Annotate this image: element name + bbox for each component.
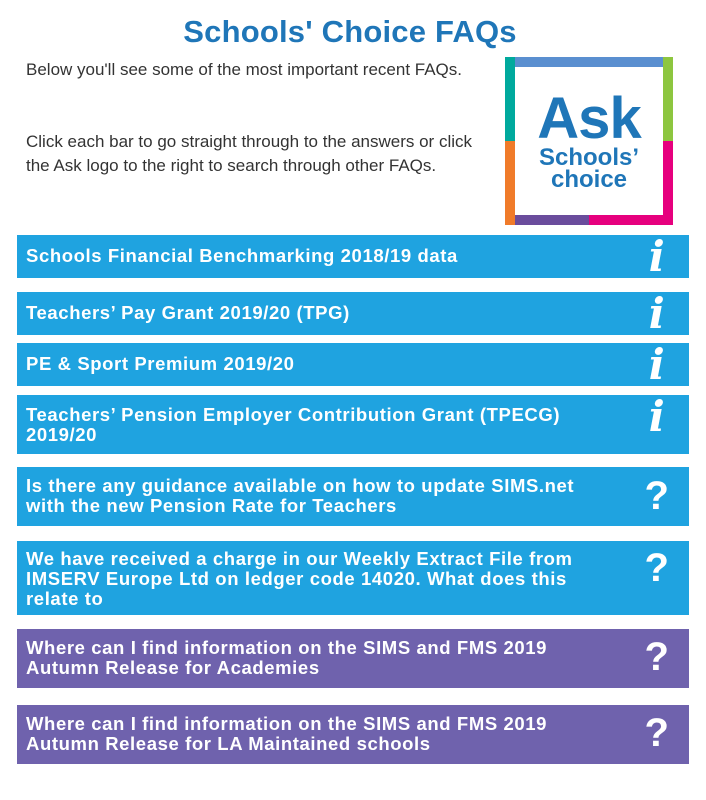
logo-edge-left-top: [505, 57, 515, 141]
info-icon: i: [648, 340, 666, 389]
logo-edge-top-left: [505, 57, 589, 67]
faq-label: We have received a charge in our Weekly Extract File from IMSERV Europe Ltd on ledger code 14020. What does this relate to: [26, 548, 573, 609]
logo-edge-right-bottom: [663, 141, 673, 225]
logo-edge-bottom-left: [505, 215, 589, 225]
faq-bar-academies-release[interactable]: [17, 629, 689, 688]
ask-schools-choice-logo[interactable]: [505, 57, 673, 225]
question-icon: ?: [644, 474, 670, 518]
page-title: Schools' Choice FAQs: [183, 14, 517, 49]
faq-label: Teachers’ Pension Employer Contribution Grant (TPECG) 2019/20: [26, 404, 561, 445]
faq-bar-sims-pension[interactable]: [17, 467, 689, 526]
logo-inner: [525, 77, 653, 205]
faq-label: Where can I find information on the SIMS and FMS 2019 Autumn Release for LA Maintained schools: [26, 713, 548, 754]
info-icon: i: [648, 232, 666, 281]
faq-label: PE & Sport Premium 2019/20: [26, 353, 295, 374]
logo-edge-bottom-right: [589, 215, 673, 225]
logo-subtitle-line-1: Schools’: [538, 144, 640, 171]
question-icon: ?: [644, 546, 670, 590]
intro-text: Below you'll see some of the most important recent FAQs.: [26, 60, 462, 79]
faq-bar-benchmarking[interactable]: [17, 232, 689, 281]
faq-bar-tpecg[interactable]: [17, 392, 689, 454]
info-icon: i: [648, 289, 666, 338]
info-icon: i: [648, 392, 666, 441]
faq-label: Teachers’ Pay Grant 2019/20 (TPG): [26, 302, 350, 323]
faq-bar-pe-sport[interactable]: [17, 340, 689, 389]
faq-label: Is there any guidance available on how to update SIMS.net with the new Pension Rate for Teachers: [26, 475, 575, 516]
faq-bar-la-release[interactable]: [17, 705, 689, 764]
question-icon: ?: [644, 635, 670, 679]
faq-bar-pay-grant[interactable]: [17, 289, 689, 338]
logo-edge-left-bottom: [505, 141, 515, 225]
logo-edge-top-right: [589, 57, 673, 67]
logo-ask-word: Ask: [537, 86, 641, 151]
question-icon: ?: [644, 711, 670, 755]
logo-edge-right-top: [663, 57, 673, 141]
logo-subtitle-line-2: choice: [550, 166, 628, 193]
faq-bar-imserv[interactable]: [17, 541, 689, 615]
faq-label: Where can I find information on the SIMS and FMS 2019 Autumn Release for Academies: [26, 637, 548, 678]
faq-label: Schools Financial Benchmarking 2018/19 data: [26, 245, 458, 266]
instructions-text: Click each bar to go straight through to the answers or click the Ask logo to the right to search through other FAQs.: [26, 132, 472, 175]
